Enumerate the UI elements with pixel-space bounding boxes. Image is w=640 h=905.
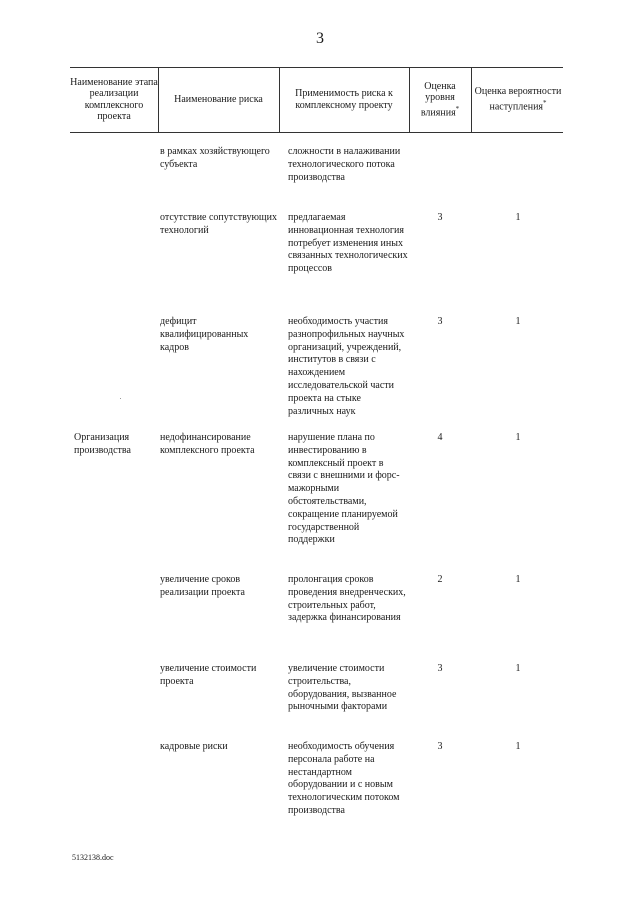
- header-probability-label: Оценка вероятности наступления: [474, 86, 562, 113]
- file-name-footer: 5132138.doc: [72, 853, 114, 862]
- applicability-cell: необходимость обучения персонала работе на нестандартном оборудовании и с новым технологическим потоком производства: [288, 741, 400, 816]
- probability-cell: 1: [515, 432, 521, 443]
- header-applicability: [279, 67, 409, 132]
- risk-name-cell: увеличение стоимости проекта: [160, 663, 257, 687]
- column-divider: [471, 67, 472, 132]
- risk-name-cell: дефицит квалифицированных кадров: [160, 316, 249, 353]
- applicability-cell: увеличение стоимости строительства, оборудования, вызванное рыночными факторами: [288, 663, 397, 713]
- probability-cell: 1: [515, 212, 521, 223]
- column-divider: [409, 67, 410, 132]
- applicability-cell: пролонгация сроков проведения внедренческих, строительных работ, задержка финансирования: [288, 574, 406, 624]
- risk-name-cell: отсутствие сопутствующих технологий: [160, 212, 277, 236]
- header-impact-label: Оценка уровня влияния: [420, 80, 456, 118]
- header-risk: [158, 67, 279, 132]
- header-risk-label: Наименование риска: [174, 93, 263, 105]
- risk-name-cell: кадровые риски: [160, 741, 228, 752]
- applicability-cell: сложности в налаживании технологического потока производства: [288, 146, 401, 183]
- applicability-cell: нарушение плана по инвестированию в комплексный проект в связи с внешними и форс-мажорными обстоятельствами, сокращение планируемой государственной поддержки: [288, 432, 400, 546]
- header-probability-footnote-mark: *: [543, 98, 547, 107]
- header-stage: [70, 67, 158, 132]
- risk-name-cell: недофинансирование комплексного проекта: [160, 432, 255, 456]
- impact-cell: 4: [437, 432, 443, 443]
- probability-cell: 1: [515, 663, 521, 674]
- applicability-cell: необходимость участия разнопрофильных научных организаций, учреждений, институтов в связи с нахождением исследовательской части проекта на стыке различных наук: [288, 316, 405, 417]
- impact-cell: 3: [437, 212, 443, 223]
- scan-speck: [120, 398, 121, 399]
- probability-cell: 1: [515, 741, 521, 752]
- header-impact-footnote-mark: *: [455, 104, 460, 113]
- page-number: 3: [316, 30, 324, 47]
- header-impact: [411, 67, 469, 132]
- probability-cell: 1: [515, 574, 521, 585]
- header-probability: [473, 67, 563, 132]
- risk-name-cell: увеличение сроков реализации проекта: [160, 574, 245, 598]
- impact-cell: 3: [437, 316, 443, 327]
- impact-cell: 2: [437, 574, 443, 585]
- risk-name-cell: в рамках хозяйствующего субъекта: [160, 146, 270, 170]
- probability-cell: 1: [515, 316, 521, 327]
- header-stage-label: Наименование этапа реализации комплексного проекта: [70, 76, 158, 122]
- impact-cell: 3: [437, 741, 443, 752]
- applicability-cell: предлагаемая инновационная технология потребует изменения иных связанных технологических процессов: [288, 212, 408, 275]
- table-header-rule: [70, 132, 563, 133]
- header-applicability-label: Применимость риска к комплексному проекту: [295, 88, 393, 111]
- stage-cell: Организация производства: [74, 432, 131, 456]
- impact-cell: 3: [437, 663, 443, 674]
